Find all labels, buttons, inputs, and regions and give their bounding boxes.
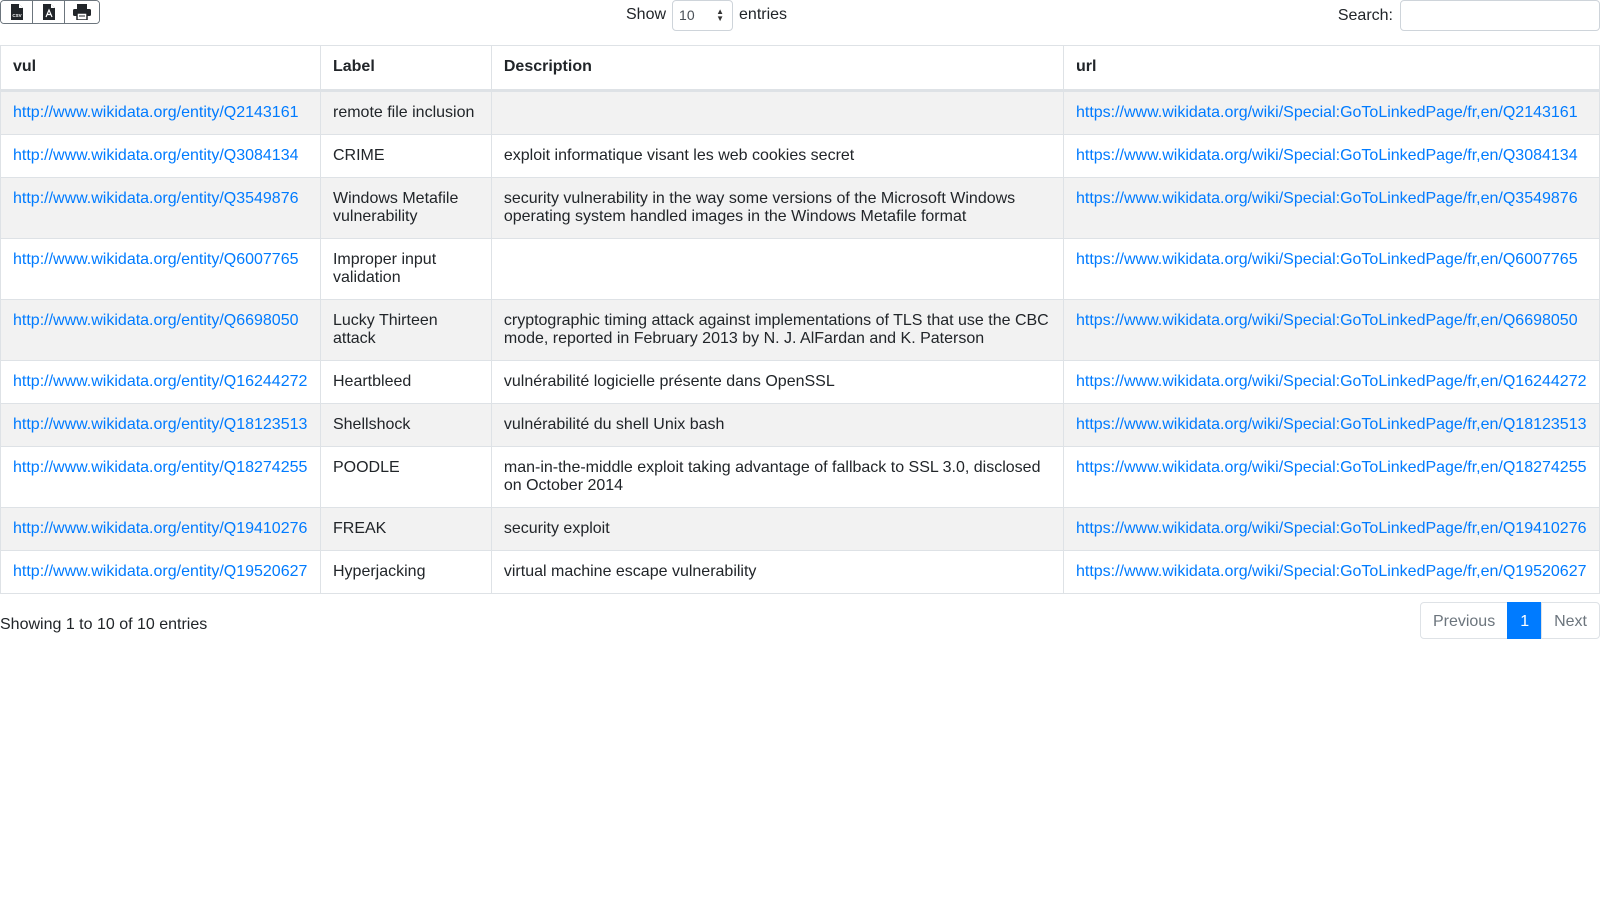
cell-description: security exploit [491, 508, 1063, 551]
cell-description: vulnérabilité du shell Unix bash [491, 404, 1063, 447]
column-header-description[interactable]: Description [491, 46, 1063, 91]
url-link[interactable]: https://www.wikidata.org/wiki/Special:GoToLinkedPage/fr,en/Q3549876 [1075, 190, 1578, 207]
column-header-vul[interactable]: vul [1, 46, 321, 91]
vul-link[interactable]: http://www.wikidata.org/entity/Q3084134 [13, 147, 299, 164]
cell-label: Heartbleed [320, 361, 491, 404]
url-link[interactable]: https://www.wikidata.org/wiki/Special:GoToLinkedPage/fr,en/Q3084134 [1075, 147, 1578, 164]
next-page-button[interactable]: Next [1541, 602, 1600, 639]
pdf-file-icon [42, 4, 56, 20]
cell-url [1063, 361, 1599, 404]
cell-label: Improper input validation [320, 239, 491, 300]
url-link[interactable]: https://www.wikidata.org/wiki/Special:GoToLinkedPage/fr,en/Q18274255 [1075, 459, 1587, 476]
cell-url [1063, 135, 1599, 178]
search-control [1338, 0, 1600, 31]
cell-vul [1, 300, 321, 361]
search-label: Search: [1337, 6, 1393, 24]
cell-description: man-in-the-middle exploit taking advantage of fallback to SSL 3.0, disclosed on October 2014 [491, 447, 1063, 508]
table-header-row [1, 46, 1600, 91]
table-row [1, 447, 1600, 508]
cell-description: virtual machine escape vulnerability [491, 551, 1063, 594]
cell-url [1063, 178, 1599, 239]
cell-description [491, 91, 1063, 135]
url-link[interactable]: https://www.wikidata.org/wiki/Special:GoToLinkedPage/fr,en/Q16244272 [1075, 373, 1587, 390]
show-label: Show [626, 6, 667, 23]
column-header-label[interactable]: Label [320, 46, 491, 91]
table-row [1, 404, 1600, 447]
column-header-url[interactable]: url [1063, 46, 1599, 91]
cell-description: security vulnerability in the way some versions of the Microsoft Windows operating system handled images in the Windows Metafile format [491, 178, 1063, 239]
printer-icon [73, 4, 91, 20]
print-button[interactable] [65, 1, 99, 23]
results-table [0, 45, 1600, 594]
vul-link[interactable]: http://www.wikidata.org/entity/Q6698050 [13, 312, 299, 329]
table-info: Showing 1 to 10 of 10 entries [0, 616, 208, 633]
vul-link[interactable]: http://www.wikidata.org/entity/Q2143161 [13, 104, 299, 121]
table-row [1, 300, 1600, 361]
cell-url [1063, 300, 1599, 361]
table-row [1, 508, 1600, 551]
export-pdf-button[interactable] [33, 1, 65, 23]
url-link[interactable]: https://www.wikidata.org/wiki/Special:GoToLinkedPage/fr,en/Q6007765 [1075, 251, 1578, 268]
cell-label: Shellshock [320, 404, 491, 447]
cell-url [1063, 404, 1599, 447]
cell-label: Windows Metafile vulnerability [320, 178, 491, 239]
entries-label: entries [739, 6, 788, 23]
cell-vul [1, 135, 321, 178]
url-link[interactable]: https://www.wikidata.org/wiki/Special:GoToLinkedPage/fr,en/Q18123513 [1075, 416, 1587, 433]
table-row [1, 239, 1600, 300]
url-link[interactable]: https://www.wikidata.org/wiki/Special:GoToLinkedPage/fr,en/Q19410276 [1075, 520, 1587, 537]
cell-description [491, 239, 1063, 300]
cell-description: vulnérabilité logicielle présente dans OpenSSL [491, 361, 1063, 404]
search-input[interactable] [1400, 0, 1600, 31]
cell-url [1063, 91, 1599, 135]
vul-link[interactable]: http://www.wikidata.org/entity/Q6007765 [13, 251, 299, 268]
cell-vul [1, 404, 321, 447]
vul-link[interactable]: http://www.wikidata.org/entity/Q18274255 [13, 459, 308, 476]
select-arrows-icon: ▲ ▼ [716, 6, 725, 23]
cell-description: exploit informatique visant les web cookies secret [491, 135, 1063, 178]
vul-link[interactable]: http://www.wikidata.org/entity/Q19410276 [13, 520, 308, 537]
cell-label: remote file inclusion [320, 91, 491, 135]
export-csv-button[interactable] [1, 1, 33, 23]
cell-label: Hyperjacking [320, 551, 491, 594]
cell-url [1063, 551, 1599, 594]
page-length-control [626, 0, 787, 30]
table-row [1, 361, 1600, 404]
vul-link[interactable]: http://www.wikidata.org/entity/Q3549876 [13, 190, 299, 207]
table-row [1, 135, 1600, 178]
table-toolbar [0, 0, 1600, 40]
page-1-button[interactable]: 1 [1507, 602, 1542, 639]
vul-link[interactable]: http://www.wikidata.org/entity/Q19520627 [13, 563, 308, 580]
cell-url [1063, 239, 1599, 300]
cell-label: Lucky Thirteen attack [320, 300, 491, 361]
cell-url [1063, 508, 1599, 551]
csv-file-icon [10, 4, 24, 20]
cell-url [1063, 447, 1599, 508]
cell-vul [1, 508, 321, 551]
cell-label: CRIME [320, 135, 491, 178]
table-row [1, 91, 1600, 135]
previous-page-button[interactable]: Previous [1420, 602, 1508, 639]
cell-label: POODLE [320, 447, 491, 508]
vul-link[interactable]: http://www.wikidata.org/entity/Q18123513 [13, 416, 308, 433]
vul-link[interactable]: http://www.wikidata.org/entity/Q16244272 [13, 373, 308, 390]
cell-vul [1, 239, 321, 300]
cell-vul [1, 361, 321, 404]
cell-vul [1, 91, 321, 135]
cell-vul [1, 447, 321, 508]
cell-label: FREAK [320, 508, 491, 551]
export-button-group [0, 0, 100, 24]
svg-text:CSV: CSV [11, 13, 22, 18]
url-link[interactable]: https://www.wikidata.org/wiki/Special:GoToLinkedPage/fr,en/Q2143161 [1075, 104, 1578, 121]
table-row [1, 551, 1600, 594]
url-link[interactable]: https://www.wikidata.org/wiki/Special:GoToLinkedPage/fr,en/Q19520627 [1075, 563, 1587, 580]
pagination [1421, 602, 1600, 639]
table-row [1, 178, 1600, 239]
cell-description: cryptographic timing attack against implementations of TLS that use the CBC mode, reported in February 2013 by N. J. AlFardan and K. Paterson [491, 300, 1063, 361]
cell-vul [1, 178, 321, 239]
cell-vul [1, 551, 321, 594]
url-link[interactable]: https://www.wikidata.org/wiki/Special:GoToLinkedPage/fr,en/Q6698050 [1075, 312, 1578, 329]
page-length-select[interactable] [672, 0, 733, 31]
